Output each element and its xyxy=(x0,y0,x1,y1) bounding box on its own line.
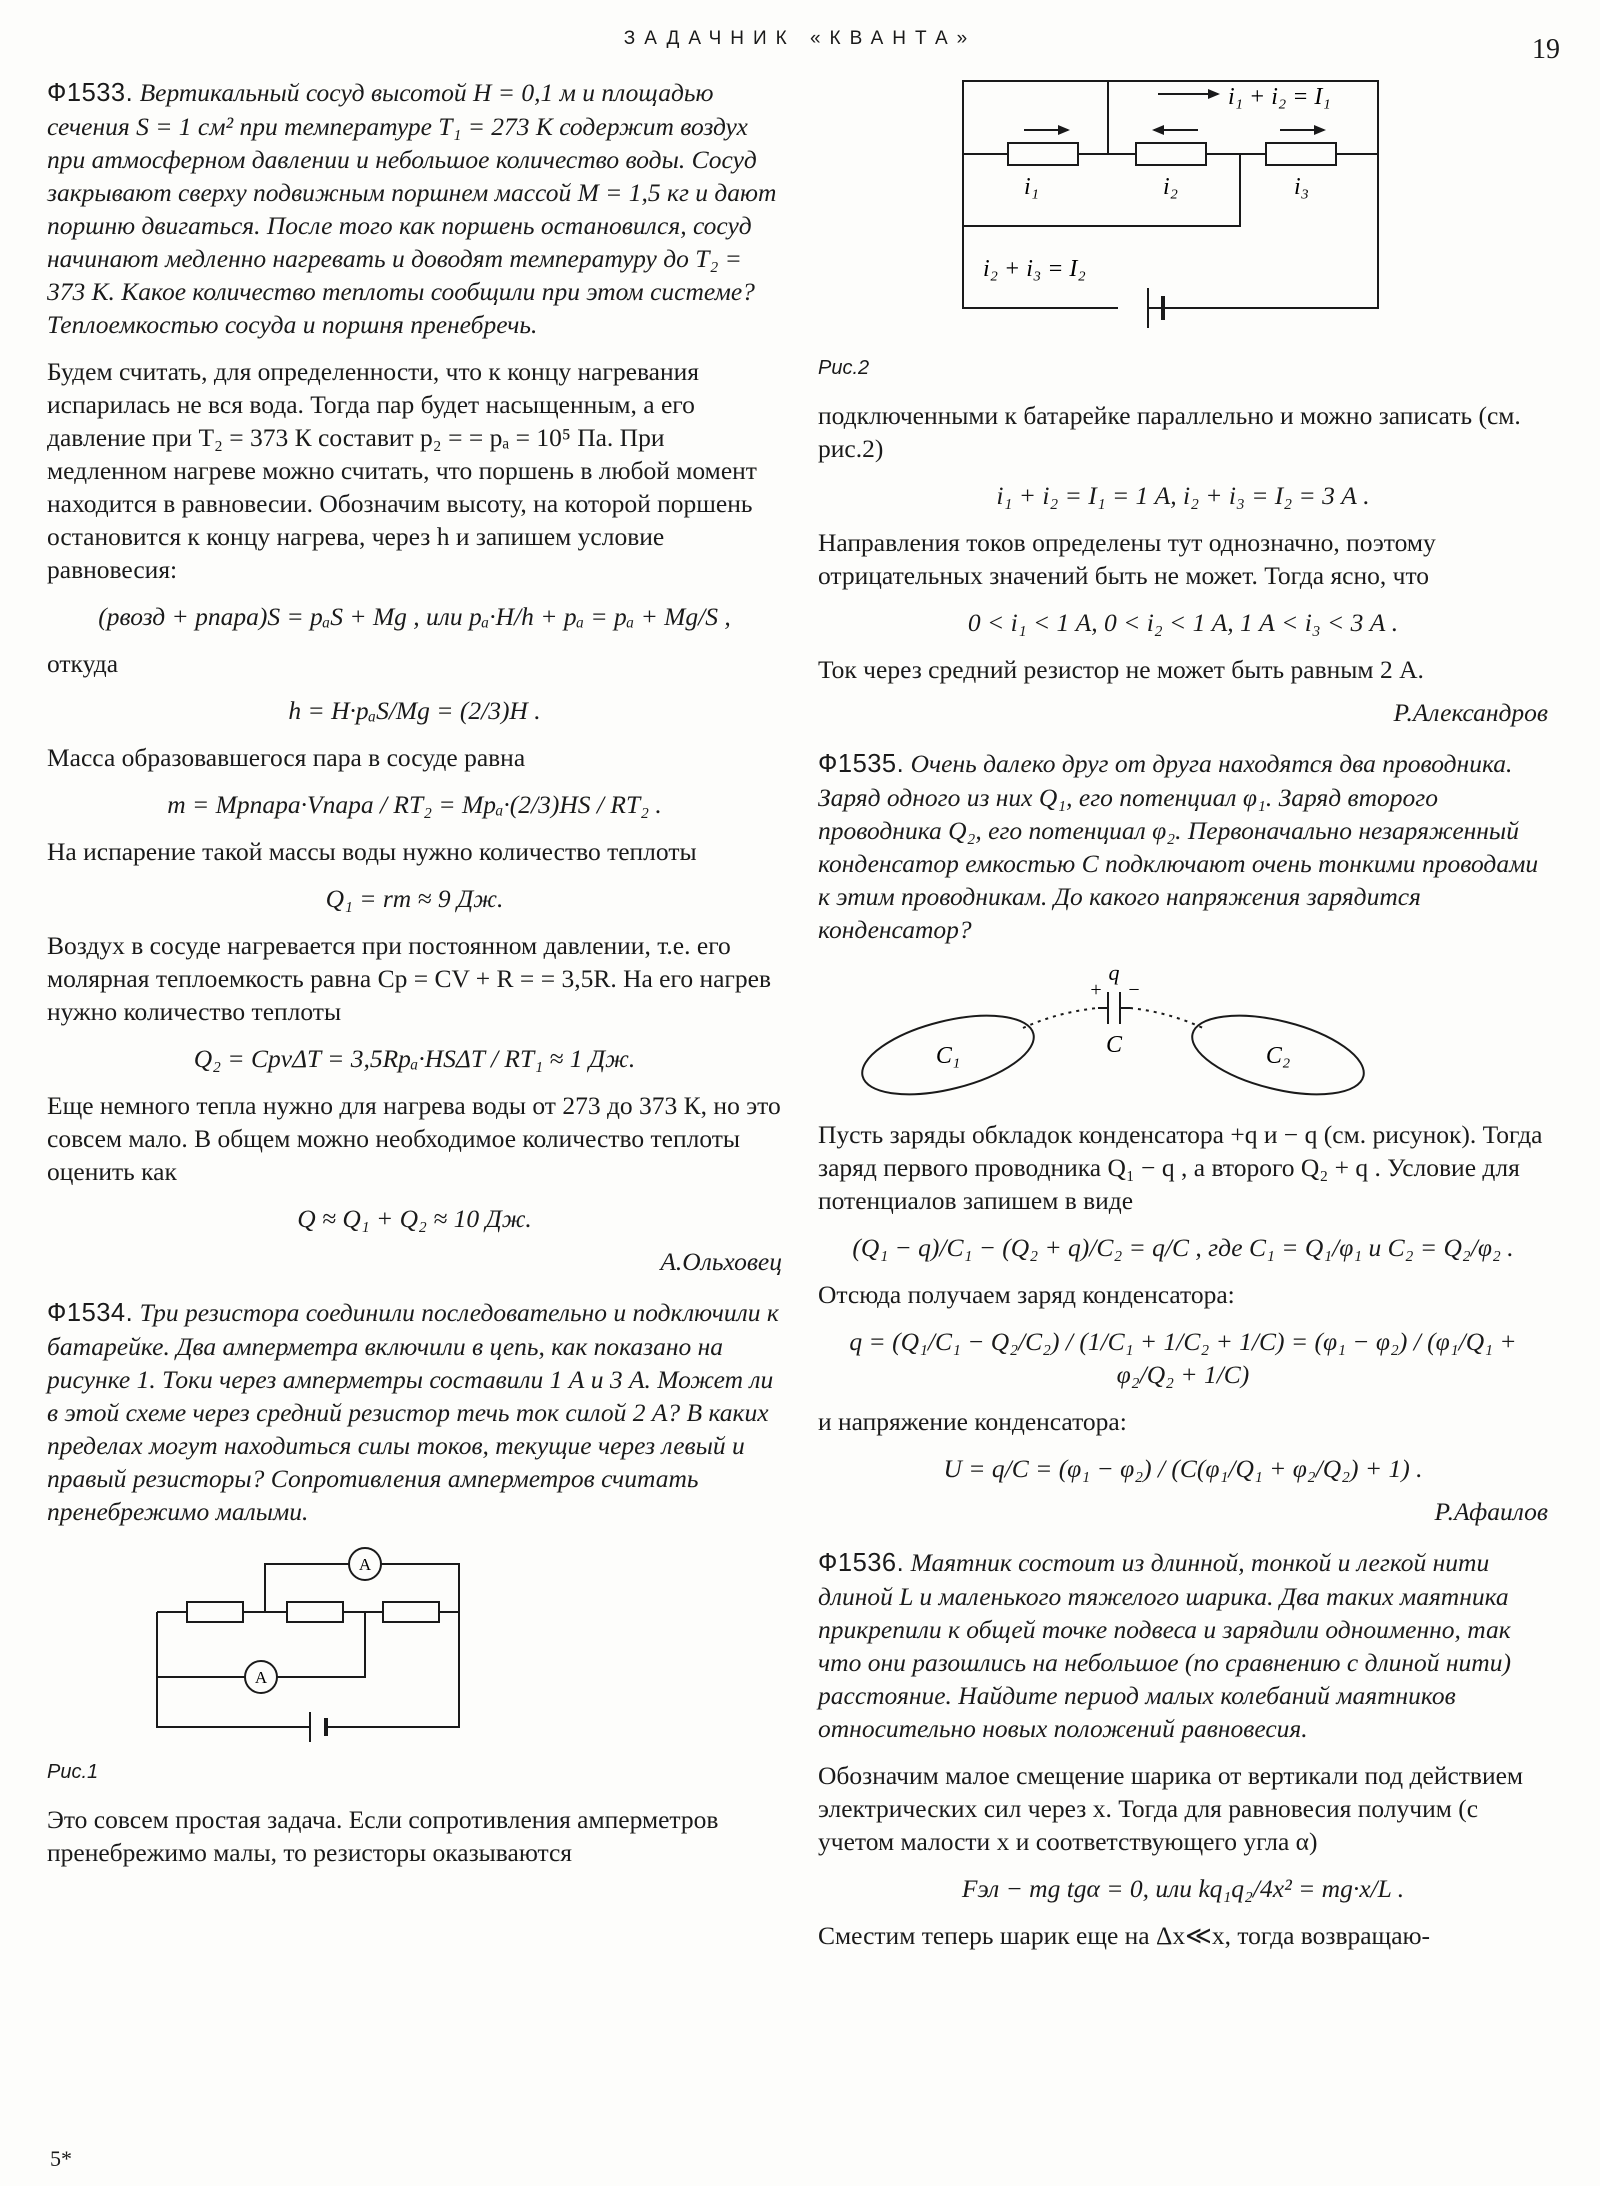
resistor-right xyxy=(383,1602,439,1622)
label-i1: i₁ xyxy=(1024,174,1040,200)
figure-2-circuit xyxy=(818,76,1548,338)
solution-paragraph: Ток через средний резистор не может быть равным 2 А. xyxy=(818,655,1424,684)
label-i2: i₂ xyxy=(1163,174,1179,200)
running-head: ЗАДАЧНИК «КВАНТА» xyxy=(623,28,977,49)
circuit-wire xyxy=(963,154,1118,308)
solution-paragraph: Обозначим малое смещение шарика от вертикали под действием электрических сил через x. Тогда для равновесия получим (с учетом малости x и соответствующего угла α) xyxy=(818,1761,1524,1856)
solution-paragraph: Пусть заряды обкладок конденсатора +q и − q (см. рисунок). Тогда заряд первого проводника Q₁ − q , а второго Q₂ + q . Условие для потенциалов запишем в виде xyxy=(818,1120,1543,1215)
solution-paragraph: На испарение такой массы воды нужно количество теплоты xyxy=(47,837,697,866)
thin-wire xyxy=(1130,1008,1203,1028)
equation-q1: Q₁ = rm ≈ 9 Дж. xyxy=(325,884,504,913)
equation-potentials: (Q₁ − q)/C₁ − (Q₂ + q)/C₂ = q/C , где C₁ = Q₁/φ₁ и C₂ = Q₂/φ₂ . xyxy=(852,1233,1514,1262)
equation-charge: q = (Q₁/C₁ − Q₂/C₂) / (1/C₁ + 1/C₂ + 1/C) = (φ₁ − φ₂) / (φ₁/Q₁ + φ₂/Q₂ + 1/C) xyxy=(849,1327,1517,1389)
equation-pendulum-equilibrium: Fэл − mg tgα = 0, или kq₁q₂/4x² = mg·x/L . xyxy=(961,1874,1405,1903)
conductor-1-label: C₁ xyxy=(935,1043,961,1069)
arrow-head xyxy=(1058,125,1070,135)
plus-sign: + xyxy=(1090,979,1102,1001)
circuit-wire xyxy=(265,1564,349,1612)
solution-paragraph: Отсюда получаем заряд конденсатора: xyxy=(818,1280,1235,1309)
author-signature: Р.Александров xyxy=(1393,698,1548,727)
statement-text: Вертикальный сосуд высотой H = 0,1 м и площадью сечения S = 1 см² при температуре T₁ = 273 К содержит воздух при атмосферном давлении и небольшое количество воды. Сосуд закрывают сверху подвижным поршнем массой M = 1,5 кг и дают поршню двигаться. После того как поршень остановился, сосуд начинают медленно нагревать и доводят температуру до T₂ = 373 К. Какое количество теплоты сообщили при этом системе? Теплоемкостью сосуда и поршня пренебречь. xyxy=(47,78,777,339)
problem-id: Ф1534. xyxy=(47,1299,134,1327)
equation-equilibrium: (pвозд + pпара)S = pₐS + Mg , или pₐ·H/h + pₐ = pₐ + Mg/S , xyxy=(98,602,731,631)
equation-q-total: Q ≈ Q₁ + Q₂ ≈ 10 Дж. xyxy=(297,1204,532,1233)
page-number: 19 xyxy=(1532,34,1560,65)
minus-sign: − xyxy=(1128,979,1140,1001)
thin-wire xyxy=(1023,1008,1098,1028)
statement-text: Очень далеко друг от друга находятся два проводника. Заряд одного из них Q₁, его потенциал φ₁. Заряд второго проводника Q₂, его потенциал φ₂. Первоначально незаряженный конденсатор емкостью C подключают очень тонкими проводами к этим проводникам. До какого напряжения зарядится конденсатор? xyxy=(818,749,1539,944)
equation-height: h = H·pₐS/Mg = (2/3)H . xyxy=(288,696,541,725)
solution-paragraph: Сместим теперь шарик еще на Δx≪x, тогда возвращаю- xyxy=(818,1921,1431,1950)
problem-f1536-statement xyxy=(818,1546,1548,1745)
figure-1-circuit xyxy=(47,1542,782,1742)
resistor-middle xyxy=(287,1602,343,1622)
solution-paragraph: Будем считать, для определенности, что к концу нагревания испарилась не вся вода. Тогда пар будет насыщенным, а его давление при T₂ = 373 К составит p₂ = = pₐ = 10⁵ Па. При медленном нагреве можно считать, что поршень в любой момент находится в равновесии. Обозначим высоту, на которой поршень остановится к концу нагрева, через h и запишем условие равновесия: xyxy=(47,357,757,584)
ammeter-label: A xyxy=(254,1668,268,1687)
resistor-middle xyxy=(1136,143,1206,165)
resistor-left xyxy=(1008,143,1078,165)
label-i3: i₃ xyxy=(1294,174,1310,200)
capacitor-label-c: C xyxy=(1105,1032,1123,1058)
arrow-head xyxy=(1314,125,1326,135)
problem-f1534-statement xyxy=(47,1296,782,1528)
solution-paragraph: Воздух в сосуде нагревается при постоянном давлении, т.е. его молярная теплоемкость равна Cp = CV + R = = 3,5R. На его нагрев нужно количество теплоты xyxy=(47,931,771,1026)
statement-text: Маятник состоит из длинной, тонкой и легкой нити длиной L и маленького тяжелого шарика. Два таких маятника прикрепили к общей точке подвеса и зарядили одноименно, так что они разошлись на небольшое (по сравнению с длиной нити) расстояние. Найдите период малых колебаний маятников относительно новых положений равновесия. xyxy=(818,1548,1511,1743)
charge-label-q: q xyxy=(1108,960,1120,985)
ammeter-label: A xyxy=(358,1555,372,1574)
equation-current-ranges: 0 < i₁ < 1 А, 0 < i₂ < 1 А, 1 А < i₃ < 3 А . xyxy=(967,608,1399,637)
author-signature: Р.Афаилов xyxy=(1434,1497,1548,1526)
right-column xyxy=(818,76,1548,1966)
left-column xyxy=(47,76,782,1883)
figure-1-caption: Рис.1 xyxy=(47,1761,99,1783)
conductor-2-label: C₂ xyxy=(1265,1043,1291,1069)
figure-2-caption: Рис.2 xyxy=(818,357,870,379)
resistor-left xyxy=(187,1602,243,1622)
problem-id: Ф1533. xyxy=(47,79,134,107)
arrow-head xyxy=(1208,89,1220,99)
equation-vapor-mass: m = Mpпара·Vпара / RT₂ = Mpₐ·(2/3)HS / RT₂ . xyxy=(167,790,662,819)
problem-f1535-statement xyxy=(818,747,1548,946)
author-signature: А.Ольховец xyxy=(660,1247,782,1276)
problem-id: Ф1535. xyxy=(818,750,905,778)
figure-capacitor-conductors xyxy=(818,960,1548,1110)
problem-f1533-statement xyxy=(47,76,782,341)
word-otkuda: откуда xyxy=(47,649,119,678)
statement-text: Три резистора соединили последовательно и подключили к батарейке. Два амперметра включили в цепь, как показано на рисунке 1. Токи через амперметры составили 1 А и 3 А. Может ли в этой схеме через средний резистор течь ток силой 2 А? В каких пределах могут находиться силы токов, текущие через левый и правый резисторы? Сопротивления амперметров считать пренебрежимо малыми. xyxy=(47,1298,779,1526)
solution-paragraph: и напряжение конденсатора: xyxy=(818,1407,1127,1436)
solution-paragraph: Еще немного тепла нужно для нагрева воды от 273 до 373 К, но это совсем мало. В общем можно необходимое количество теплоты оценить как xyxy=(47,1091,781,1186)
label-sum-i2-i3: i₂ + i₃ = I₂ xyxy=(983,256,1086,282)
equation-currents: i₁ + i₂ = I₁ = 1 А, i₂ + i₃ = I₂ = 3 А . xyxy=(996,481,1370,510)
equation-voltage: U = q/C = (φ₁ − φ₂) / (C(φ₁/Q₁ + φ₂/Q₂) + 1) . xyxy=(943,1454,1423,1483)
solution-paragraph: подключенными к батарейке параллельно и можно записать (см. рис.2) xyxy=(818,401,1521,463)
resistor-right xyxy=(1266,143,1336,165)
circuit-wire xyxy=(157,1612,310,1727)
solution-paragraph: Это совсем простая задача. Если сопротивления амперметров пренебрежимо малы, то резисторы оказываются xyxy=(47,1805,719,1867)
solution-paragraph: Масса образовавшегося пара в сосуде равна xyxy=(47,743,526,772)
footer-signature: 5* xyxy=(50,2146,72,2171)
circuit-wire xyxy=(381,1564,459,1612)
circuit-wire xyxy=(326,1612,459,1727)
problem-id: Ф1536. xyxy=(818,1549,905,1577)
equation-q2: Q₂ = CpνΔT = 3,5Rpₐ·HSΔT / RT₁ ≈ 1 Дж. xyxy=(193,1044,636,1073)
arrow-head xyxy=(1152,125,1164,135)
solution-paragraph: Направления токов определены тут однозначно, поэтому отрицательных значений быть не может. Тогда ясно, что xyxy=(818,528,1436,590)
label-sum-i1-i2: i₁ + i₂ = I₁ xyxy=(1228,84,1331,110)
